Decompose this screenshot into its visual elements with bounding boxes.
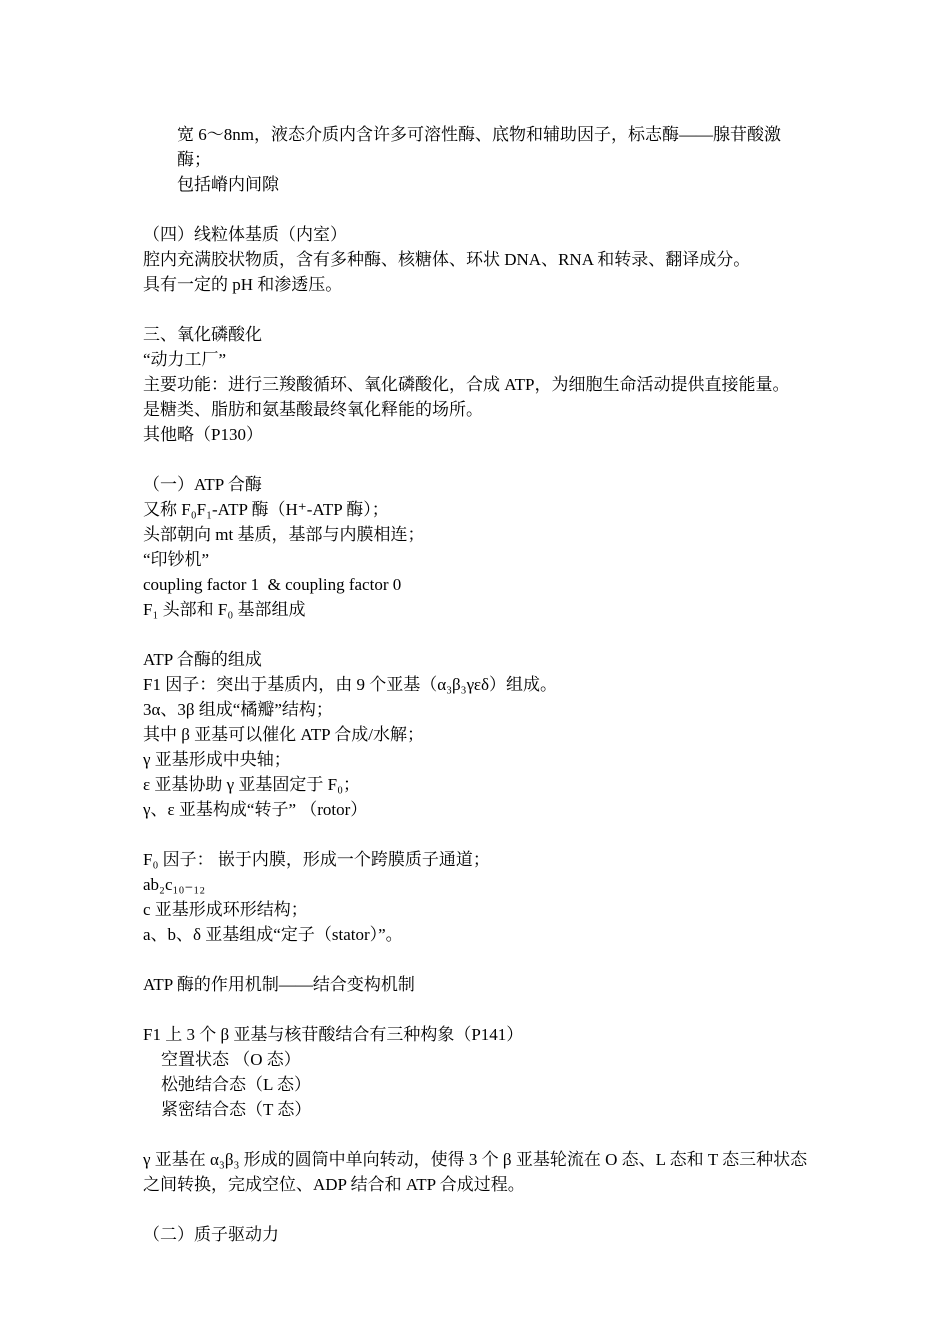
text-line: F₀ 因子： 嵌于内膜，形成一个跨膜质子通道； <box>143 850 490 869</box>
heading-section-four-matrix: （四）线粒体基质（内室） <box>143 225 347 244</box>
text-line: 腔内充满胶状物质，含有多种酶、核糖体、环状 DNA、RNA 和转录、翻译成分。 <box>143 250 751 269</box>
blank-line <box>143 622 813 647</box>
blank-line <box>143 197 813 222</box>
text-line: c 亚基形成环形结构； <box>143 900 308 919</box>
text-line: F1 因子：突出于基质内，由 9 个亚基（α₃β₃γεδ）组成。 <box>143 675 557 694</box>
blank-line <box>143 947 813 972</box>
heading-section-three-oxphos: 三、氧化磷酸化 <box>143 325 262 344</box>
text-line: 宽 6～8nm，液态介质内含许多可溶性酶、底物和辅助因子，标志酶——腺苷酸激酶； <box>177 125 781 169</box>
text-line: 其他略（P130） <box>143 425 263 444</box>
text-line: 包括嵴内间隙 <box>177 175 279 194</box>
blank-line <box>143 822 813 847</box>
text-line: 紧密结合态（T 态） <box>161 1100 312 1119</box>
blank-line <box>143 447 813 472</box>
blank-line <box>143 1197 813 1222</box>
text-line: “动力工厂” <box>143 350 227 369</box>
blank-line <box>143 997 813 1022</box>
document-body <box>143 122 813 1247</box>
text-line: γ、ε 亚基构成“转子” （rotor） <box>143 800 368 819</box>
text-line: 空置状态 （O 态） <box>161 1050 301 1069</box>
text-line: ε 亚基协助 γ 亚基固定于 F₀； <box>143 775 361 794</box>
text-line: ab₂c₁₀₋₁₂ <box>143 875 206 894</box>
text-line: 又称 F₀F₁-ATP 酶（H⁺-ATP 酶）； <box>143 500 389 519</box>
text-line: 头部朝向 mt 基质，基部与内膜相连； <box>143 525 425 544</box>
text-line: “印钞机” <box>143 550 210 569</box>
text-line: 主要功能：进行三羧酸循环、氧化磷酸化，合成 ATP，为细胞生命活动提供直接能量。 <box>143 375 790 394</box>
heading-subsection-two-proton-motive-force: （二）质子驱动力 <box>143 1225 279 1244</box>
subheading-binding-change-mechanism: ATP 酶的作用机制——结合变构机制 <box>143 975 415 994</box>
text-line: coupling factor 1 & coupling factor 0 <box>143 575 402 594</box>
text-line: 松弛结合态（L 态） <box>161 1075 312 1094</box>
heading-subsection-one-atp-synthase: （一）ATP 合酶 <box>143 475 262 494</box>
text-line: 3α、3β 组成“橘瓣”结构； <box>143 700 333 719</box>
text-line: 是糖类、脂肪和氨基酸最终氧化释能的场所。 <box>143 400 483 419</box>
text-line: F1 上 3 个 β 亚基与核苷酸结合有三种构象（P141） <box>143 1025 524 1044</box>
blank-line <box>143 297 813 322</box>
text-line: 具有一定的 pH 和渗透压。 <box>143 275 343 294</box>
text-line: 其中 β 亚基可以催化 ATP 合成/水解； <box>143 725 424 744</box>
text-line: a、b、δ 亚基组成“定子（stator）”。 <box>143 925 403 944</box>
blank-line <box>143 1122 813 1147</box>
text-line: γ 亚基形成中央轴； <box>143 750 291 769</box>
text-line: F₁ 头部和 F₀ 基部组成 <box>143 600 306 619</box>
text-paragraph: γ 亚基在 α₃β₃ 形成的圆筒中单向转动，使得 3 个 β 亚基轮流在 O 态、L 态和 T 态三种状态之间转换，完成空位、ADP 结合和 ATP 合成过程。 <box>143 1150 808 1194</box>
subheading-atp-synthase-composition: ATP 合酶的组成 <box>143 650 262 669</box>
